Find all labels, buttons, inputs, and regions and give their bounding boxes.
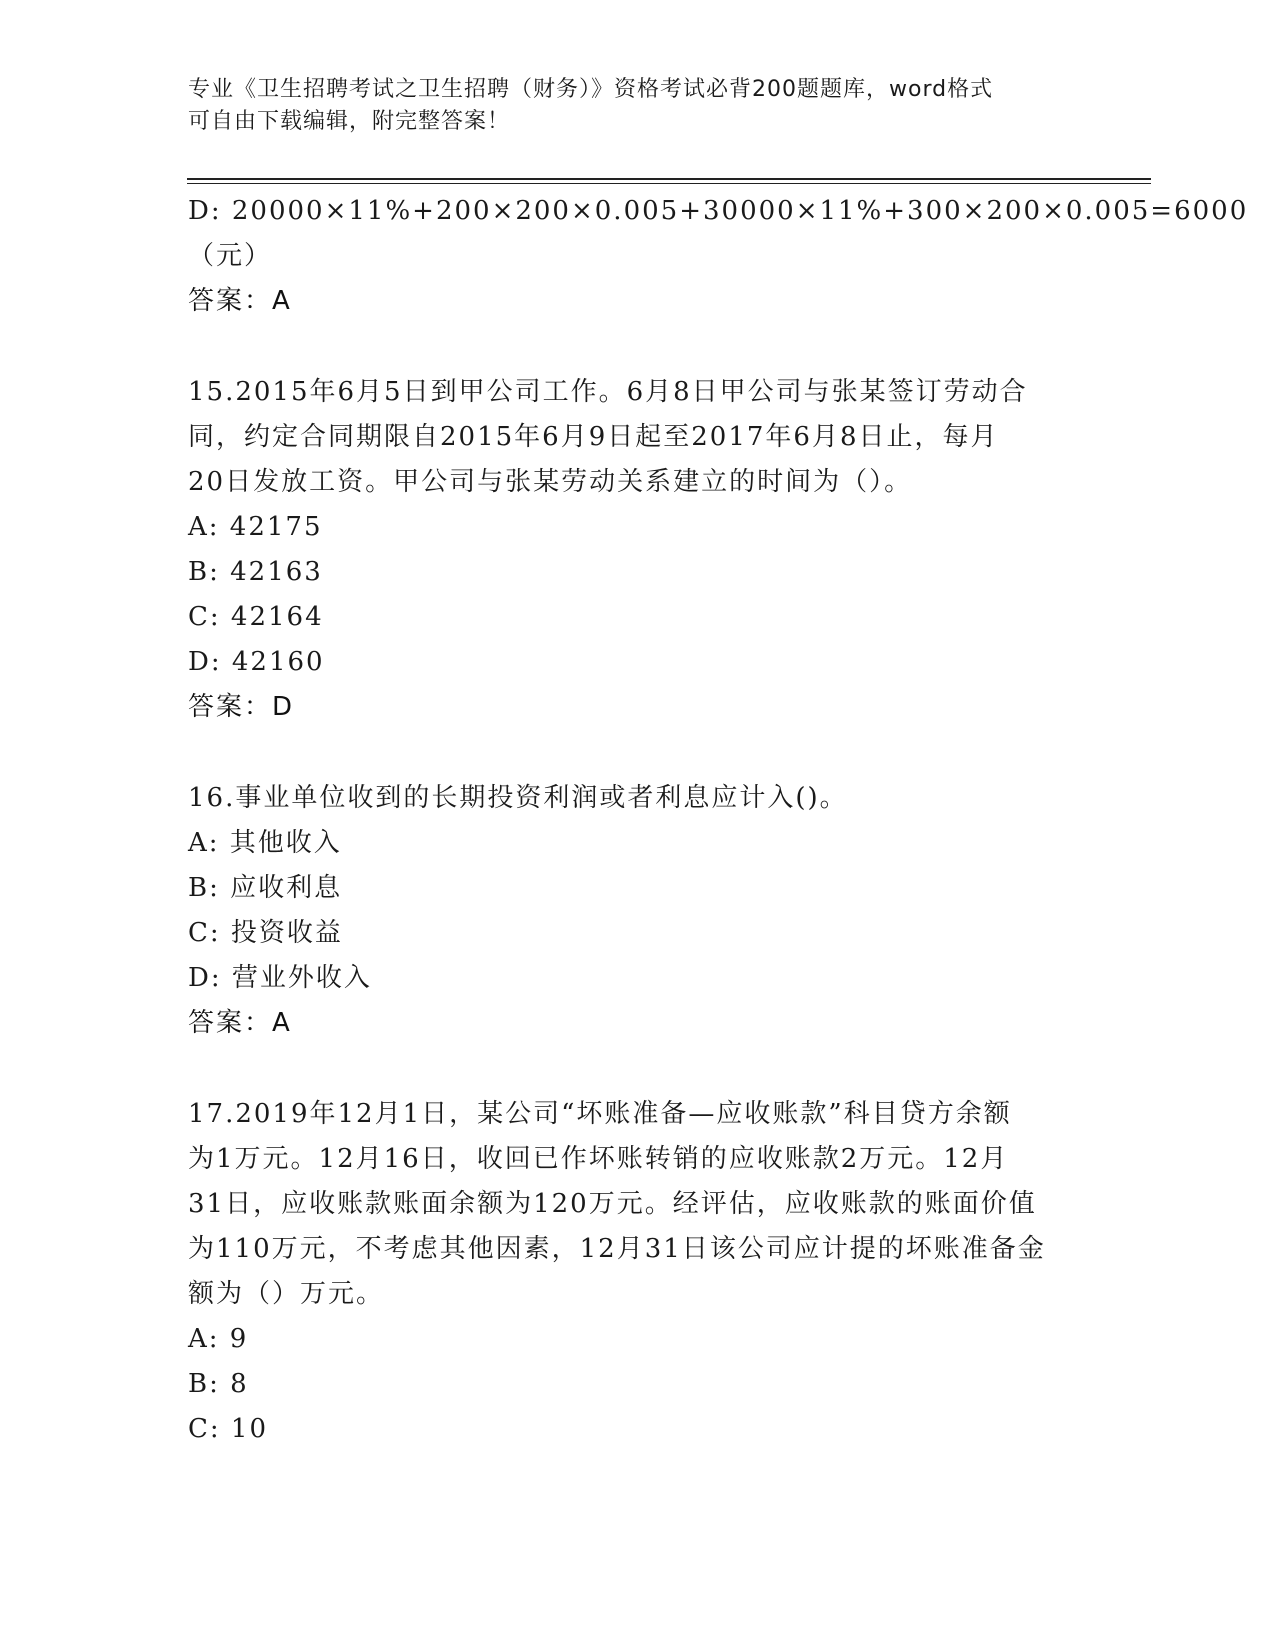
question-stem-line: 同，约定合同期限自2015年6月9日起至2017年6月8日止，每月	[188, 422, 999, 452]
question-stem-line: 15.2015年6月5日到甲公司工作。6月8日甲公司与张某签订劳动合	[188, 377, 1028, 407]
header-line-2: 可自由下载编辑，附完整答案！	[188, 109, 511, 134]
option-a: A: 9	[188, 1324, 249, 1354]
option-c: C: 投资收益	[188, 918, 343, 948]
answer-line: 答案：A	[188, 286, 292, 316]
question-stem-line: 为110万元，不考虑其他因素，12月31日该公司应计提的坏账准备金	[188, 1234, 1046, 1264]
option-b: B: 应收利息	[188, 873, 343, 903]
option-c: C: 10	[188, 1414, 269, 1444]
option-d: D: 20000×11%+200×200×0.005+30000×11%+300×200×0.005=6000	[188, 196, 1249, 226]
question-stem-line: 17.2019年12月1日，某公司“坏账准备—应收账款”科目贷方余额	[188, 1099, 1012, 1129]
question-17	[188, 1092, 1088, 1452]
spacer	[188, 324, 1088, 370]
option-b: B: 42163	[188, 557, 323, 587]
spacer	[188, 1046, 1088, 1092]
question-stem-line: 20日发放工资。甲公司与张某劳动关系建立的时间为（）。	[188, 467, 913, 497]
question-content	[188, 189, 1249, 1452]
spacer	[188, 730, 1088, 776]
header-line-1: 专业《卫生招聘考试之卫生招聘（财务）》资格考试必背200题题库，word格式	[188, 77, 994, 102]
header-rule-thin	[187, 183, 1151, 184]
question-stem-line: 额为（）万元。	[188, 1279, 385, 1309]
option-a: A: 其他收入	[188, 828, 342, 858]
option-d-continued: （元）	[188, 241, 273, 271]
option-d: D: 营业外收入	[188, 963, 372, 993]
answer-line: 答案：A	[188, 1008, 292, 1038]
option-c: C: 42164	[188, 602, 324, 632]
header-rule-thick	[187, 178, 1151, 180]
question-stem-line: 31日，应收账款账面余额为120万元。经评估，应收账款的账面价值	[188, 1189, 1037, 1219]
question-stem-line: 为1万元。12月16日，收回已作坏账转销的应收账款2万元。12月	[188, 1144, 1009, 1174]
option-d: D: 42160	[188, 647, 325, 677]
question-stem-line: 16.事业单位收到的长期投资利润或者利息应计入()。	[188, 783, 848, 813]
answer-line: 答案：D	[188, 692, 295, 722]
document-header	[188, 74, 1088, 138]
option-b: B: 8	[188, 1369, 249, 1399]
prev-question-tail	[188, 189, 1249, 324]
question-16	[188, 776, 1088, 1046]
option-a: A: 42175	[188, 512, 323, 542]
question-15	[188, 370, 1088, 730]
